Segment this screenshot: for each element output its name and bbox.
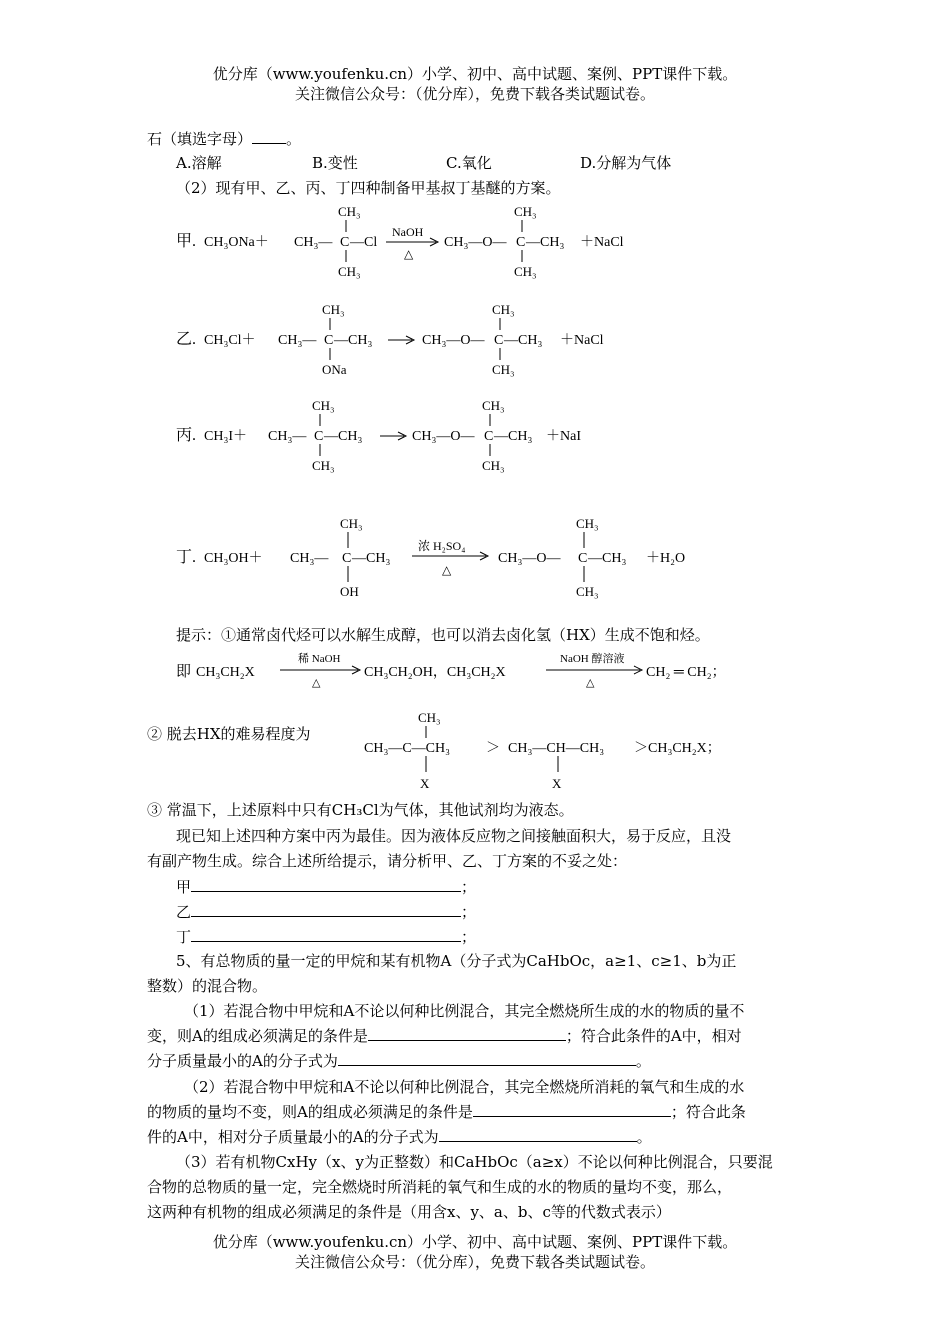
scheme-ding-sub-group: OH — [340, 584, 359, 599]
hint-equation-prefix: 即 — [176, 664, 192, 680]
sub-question-2-intro: （2）现有甲、乙、丙、丁四种制备甲基叔丁基醚的方案。 — [176, 179, 561, 197]
footer-line-2: 关注微信公众号：（优分库），免费下载各类试题试卷。 — [294, 1253, 655, 1271]
scheme-yi-product-left: CH₃—O— — [422, 333, 485, 348]
scheme-yi-sub-group: ONa — [322, 362, 347, 377]
question-stem — [147, 128, 301, 149]
hint-2: ② 脱去HX的难易程度为 — [147, 725, 311, 743]
q5-p2-line-a: （2）若混合物中甲烷和A不论以何种比例混合，其完全燃烧所消耗的氧气和生成的水 — [184, 1078, 745, 1096]
scheme-ding-reagent: CH₃OH＋ — [204, 551, 263, 566]
scheme-bing-center-carbon: C — [314, 429, 324, 444]
scheme-bing-chain-left: CH₃— — [268, 429, 307, 444]
scheme-jia-product-left: CH₃—O— — [444, 235, 507, 250]
q5-p2-c-pre: 件的A中，相对分子质量最小的A的分子式为 — [147, 1128, 439, 1146]
scheme-bing-label: 丙. — [176, 427, 197, 444]
scheme-ding-product-top-methyl: CH₃ — [576, 516, 599, 531]
option-c: C.氧化 — [446, 154, 492, 172]
scheme-ding-product-right: —CH₃ — [588, 551, 627, 566]
scheme-jia-chain-right: — — [350, 235, 364, 250]
scheme-bing-product-top-methyl: CH₃ — [482, 398, 505, 413]
scheme-yi-product-top-methyl: CH₃ — [492, 302, 515, 317]
order-secondary: CH₃—CH—CH₃ — [508, 741, 605, 756]
order-top-methyl: CH₃ — [418, 710, 441, 725]
scheme-jia — [176, 198, 646, 282]
answer-end-jia: ； — [461, 878, 477, 896]
q5-p1-line-a: （1）若混合物中甲烷和A不论以何种比例混合，其完全燃烧所生成的水的物质的量不 — [184, 1002, 745, 1020]
order-gt-1: ＞ — [486, 741, 500, 756]
q5-p3-line-c: 这两种有机物的组成必须满足的条件是（用含x、y、a、b、c等的代数式表示） — [147, 1203, 671, 1221]
answer-blank-ding[interactable] — [191, 926, 461, 942]
scheme-bing — [176, 392, 646, 476]
scheme-jia-product-right: —CH₃ — [526, 235, 565, 250]
scheme-ding-center-carbon: C — [342, 551, 352, 566]
hint-para-1: 现已知上述四种方案中丙为最佳。因为液体反应物之间接触面积大，易于反应，且没 — [176, 827, 732, 845]
q5-p2-blank-2[interactable] — [439, 1127, 637, 1142]
hint-3: ③ 常温下，上述原料中只有CH₃Cl为气体，其他试剂均为液态。 — [147, 801, 574, 819]
q5-p2-line-c — [147, 1127, 652, 1147]
scheme-bing-top-methyl: CH₃ — [312, 398, 335, 413]
q5-p2-c-post: 。 — [636, 1128, 652, 1146]
scheme-jia-halogen: Cl — [364, 235, 378, 250]
q5-stem-1: 5、有总物质的量一定的甲烷和某有机物A（分子式为CaHbOc，a≥1、c≥1、b为正 — [176, 952, 737, 970]
answer-label-ding: 丁 — [176, 928, 192, 946]
hint-equation-cond1-bottom: △ — [312, 677, 321, 689]
q5-p2-blank-1[interactable] — [473, 1102, 671, 1117]
q5-p1-blank-2[interactable] — [338, 1051, 636, 1066]
scheme-ding-product-bottom-methyl: CH₃ — [576, 584, 599, 599]
scheme-jia-label: 甲. — [176, 233, 197, 250]
answer-row-yi — [176, 901, 476, 922]
scheme-jia-top-methyl: CH₃ — [338, 204, 361, 219]
hint-para-2: 有副产物生成。综合上述所给提示，请分析甲、乙、丁方案的不妥之处： — [147, 852, 628, 870]
question-stem-end: 。 — [286, 130, 302, 148]
answer-label-yi: 乙 — [176, 903, 192, 921]
hint-1: 提示：①通常卤代烃可以水解生成醇，也可以消去卤化氢（HX）生成不饱和烃。 — [176, 626, 710, 644]
scheme-bing-product-right: —CH₃ — [494, 429, 533, 444]
scheme-yi-chain-left: CH₃— — [278, 333, 317, 348]
question-stem-text: 石（填选字母） — [147, 130, 253, 148]
scheme-jia-bottom-methyl: CH₃ — [338, 264, 361, 279]
scheme-ding-byproduct: ＋H₂O — [646, 551, 686, 566]
q5-p1-c-post: 。 — [635, 1052, 651, 1070]
scheme-yi-product-carbon: C — [494, 333, 504, 348]
scheme-yi-product-right: —CH₃ — [504, 333, 543, 348]
scheme-jia-reagent: CH₃ONa＋ — [204, 235, 269, 250]
hint-equation-product-1: CH₃CH₂OH，CH₃CH₂X — [364, 665, 506, 680]
order-tertiary: CH₃—C—CH₃ — [364, 741, 450, 756]
scheme-yi-product-bottom-methyl: CH₃ — [492, 362, 515, 377]
scheme-ding-product-left: CH₃—O— — [498, 551, 561, 566]
footer-line-1: 优分库（www.youfenku.cn）小学、初中、高中试题、案例、PPT课件下载。 — [212, 1233, 738, 1251]
scheme-yi-chain-right: —CH₃ — [334, 333, 373, 348]
hint-equation-cond1-top: 稀 NaOH — [298, 653, 341, 665]
scheme-jia-product-top-methyl: CH₃ — [514, 204, 537, 219]
scheme-yi — [176, 296, 646, 380]
scheme-ding-product-carbon: C — [578, 551, 588, 566]
scheme-yi-top-methyl: CH₃ — [322, 302, 345, 317]
scheme-bing-reagent: CH₃I＋ — [204, 429, 247, 444]
scheme-jia-byproduct: ＋NaCl — [580, 235, 624, 250]
order-primary: ＞CH₃CH₂X； — [634, 741, 721, 756]
hint-equation-cond2-top: NaOH 醇溶液 — [560, 653, 625, 665]
q5-p1-blank-1[interactable] — [368, 1026, 566, 1041]
scheme-bing-product-bottom-methyl: CH₃ — [482, 458, 505, 473]
scheme-bing-product-left: CH₃—O— — [412, 429, 475, 444]
scheme-yi-reagent: CH₃Cl＋ — [204, 333, 256, 348]
scheme-ding-cond-bottom: △ — [442, 563, 452, 577]
scheme-ding-label: 丁. — [176, 549, 197, 566]
scheme-jia-product-carbon: C — [516, 235, 526, 250]
q5-p2-b-post: ；符合此条 — [670, 1103, 746, 1121]
q5-p1-c-pre: 分子质量最小的A的分子式为 — [147, 1052, 338, 1070]
hint-2-order — [362, 706, 762, 794]
option-b: B.变性 — [312, 154, 358, 172]
q5-p1-line-b — [147, 1026, 742, 1046]
scheme-ding-top-methyl: CH₃ — [340, 516, 363, 531]
q5-p1-b-pre: 变，则A的组成必须满足的条件是 — [147, 1027, 368, 1045]
hint-equation-cond2-bottom: △ — [586, 677, 595, 689]
scheme-bing-product-carbon: C — [484, 429, 494, 444]
scheme-ding-cond-top: 浓 H₂SO₄ — [418, 539, 466, 553]
order-x-1: X — [420, 776, 430, 791]
scheme-ding-chain-left: CH₃— — [290, 551, 329, 566]
scheme-jia-chain-left: CH₃— — [294, 235, 333, 250]
scheme-bing-byproduct: ＋NaI — [546, 429, 581, 444]
scheme-jia-cond-bottom: △ — [404, 247, 414, 261]
answer-blank-jia[interactable] — [191, 876, 461, 892]
scheme-jia-center-carbon: C — [340, 235, 350, 250]
header-line-1: 优分库（www.youfenku.cn）小学、初中、高中试题、案例、PPT课件下载。 — [212, 65, 738, 83]
answer-row-jia — [176, 876, 476, 897]
option-d: D.分解为气体 — [580, 154, 672, 172]
order-x-2: X — [552, 776, 562, 791]
q5-p1-line-c — [147, 1051, 651, 1071]
q5-p2-b-pre: 的物质的量均不变，则A的组成必须满足的条件是 — [147, 1103, 473, 1121]
scheme-ding — [176, 510, 716, 602]
hint-equation-product-2: CH₂ ═ CH₂； — [646, 665, 726, 680]
q5-p2-line-b — [147, 1102, 746, 1122]
scheme-jia-product-bottom-methyl: CH₃ — [514, 264, 537, 279]
q5-p3-line-b: 合物的总物质的量一定，完全燃烧时所消耗的氧气和生成的水的物质的量均不变，那么， — [147, 1178, 733, 1196]
answer-label-jia: 甲 — [176, 878, 192, 896]
scheme-yi-label: 乙. — [176, 331, 197, 348]
answer-end-ding: ； — [461, 928, 477, 946]
header-line-2: 关注微信公众号：（优分库），免费下载各类试题试卷。 — [294, 85, 655, 103]
answer-blank-yi[interactable] — [191, 901, 461, 917]
scheme-ding-chain-right: —CH₃ — [352, 551, 391, 566]
answer-row-ding — [176, 926, 476, 947]
scheme-jia-cond-top: NaOH — [392, 225, 424, 239]
hint-equation-reactant: CH₃CH₂X — [196, 665, 255, 680]
answer-end-yi: ； — [461, 903, 477, 921]
scheme-bing-bottom-methyl: CH₃ — [312, 458, 335, 473]
answer-blank[interactable] — [252, 128, 286, 144]
scheme-bing-chain-right: —CH₃ — [324, 429, 363, 444]
hint-equation — [176, 646, 776, 690]
q5-p3-line-a: （3）若有机物CxHy（x、y为正整数）和CaHbOc（a≥x）不论以何种比例混合，只要混 — [176, 1153, 773, 1171]
q5-stem-2: 整数）的混合物。 — [147, 977, 268, 995]
q5-p1-b-post: ；符合此条件的A中，相对 — [565, 1027, 742, 1045]
option-a: A.溶解 — [176, 154, 222, 172]
scheme-yi-center-carbon: C — [324, 333, 334, 348]
scheme-yi-byproduct: ＋NaCl — [560, 333, 604, 348]
